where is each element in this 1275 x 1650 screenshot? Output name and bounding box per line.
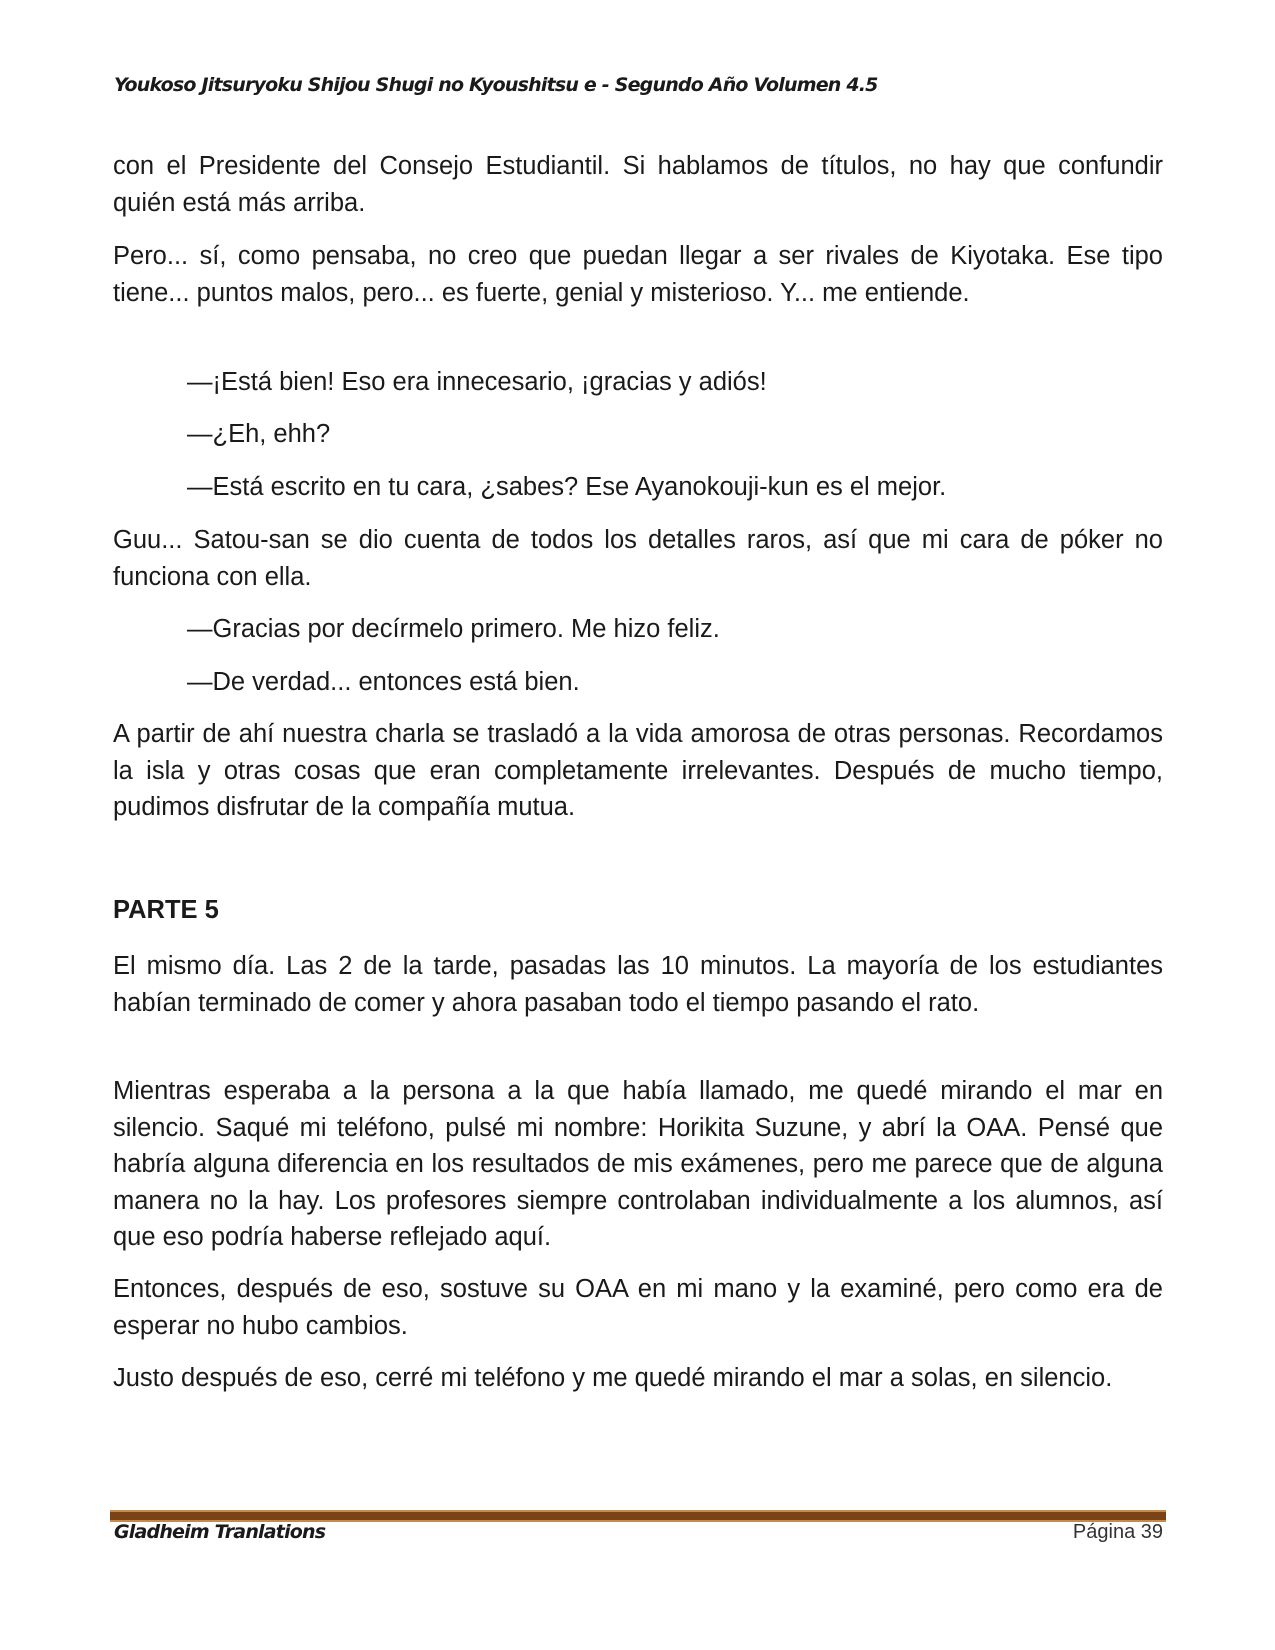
paragraph: Justo después de eso, cerré mi teléfono y me quedé mirando el mar a solas, en silencio. bbox=[113, 1364, 1113, 1392]
page-number: Página 39 bbox=[1072, 1521, 1163, 1543]
paragraph: Entonces, después de eso, sostuve su OAA en mi mano y la examiné, pero como era de esperar no hubo cambios. bbox=[113, 1275, 1163, 1340]
paragraph: A partir de ahí nuestra charla se trasladó a la vida amorosa de otras personas. Recordamos la isla y otras cosas que eran completamente irrelevantes. Después de mucho tiempo, pudimos disfrutar de la compañía mutua. bbox=[113, 720, 1163, 821]
dialogue-line: —¡Está bien! Eso era innecesario, ¡gracias y adiós! bbox=[187, 368, 767, 396]
dialogue-line: —Gracias por decírmelo primero. Me hizo feliz. bbox=[187, 615, 720, 643]
paragraph: Mientras esperaba a la persona a la que había llamado, me quedé mirando el mar en silencio. Saqué mi teléfono, pulsé mi nombre: Horikita Suzune, y abrí la OAA. Pensé que habría alguna diferencia en los resultados de mis exámenes, pero me parece que de alguna manera no la hay. Los profesores siempre controlaban individualmente a los alumnos, así que eso podría haberse reflejado aquí. bbox=[113, 1077, 1163, 1251]
running-header: Youkoso Jitsuryoku Shijou Shugi no Kyoushitsu e - Segundo Año Volumen 4.5 bbox=[114, 74, 878, 96]
footer-credit: Gladheim Tranlations bbox=[114, 1521, 326, 1543]
dialogue-line: —De verdad... entonces está bien. bbox=[187, 668, 580, 696]
paragraph: con el Presidente del Consejo Estudiantil. Si hablamos de títulos, no hay que confundir quién está más arriba. bbox=[113, 152, 1163, 217]
paragraph: Guu... Satou-san se dio cuenta de todos los detalles raros, así que mi cara de póker no funciona con ella. bbox=[113, 526, 1163, 591]
section-heading: PARTE 5 bbox=[113, 896, 219, 924]
paragraph: Pero... sí, como pensaba, no creo que puedan llegar a ser rivales de Kiyotaka. Ese tipo tiene... puntos malos, pero... es fuerte, genial y misterioso. Y... me entiende. bbox=[113, 242, 1163, 307]
dialogue-line: —Está escrito en tu cara, ¿sabes? Ese Ayanokouji-kun es el mejor. bbox=[187, 473, 947, 501]
dialogue-line: —¿Eh, ehh? bbox=[187, 420, 331, 448]
paragraph: El mismo día. Las 2 de la tarde, pasadas las 10 minutos. La mayoría de los estudiantes habían terminado de comer y ahora pasaban todo el tiempo pasando el rato. bbox=[113, 952, 1163, 1017]
